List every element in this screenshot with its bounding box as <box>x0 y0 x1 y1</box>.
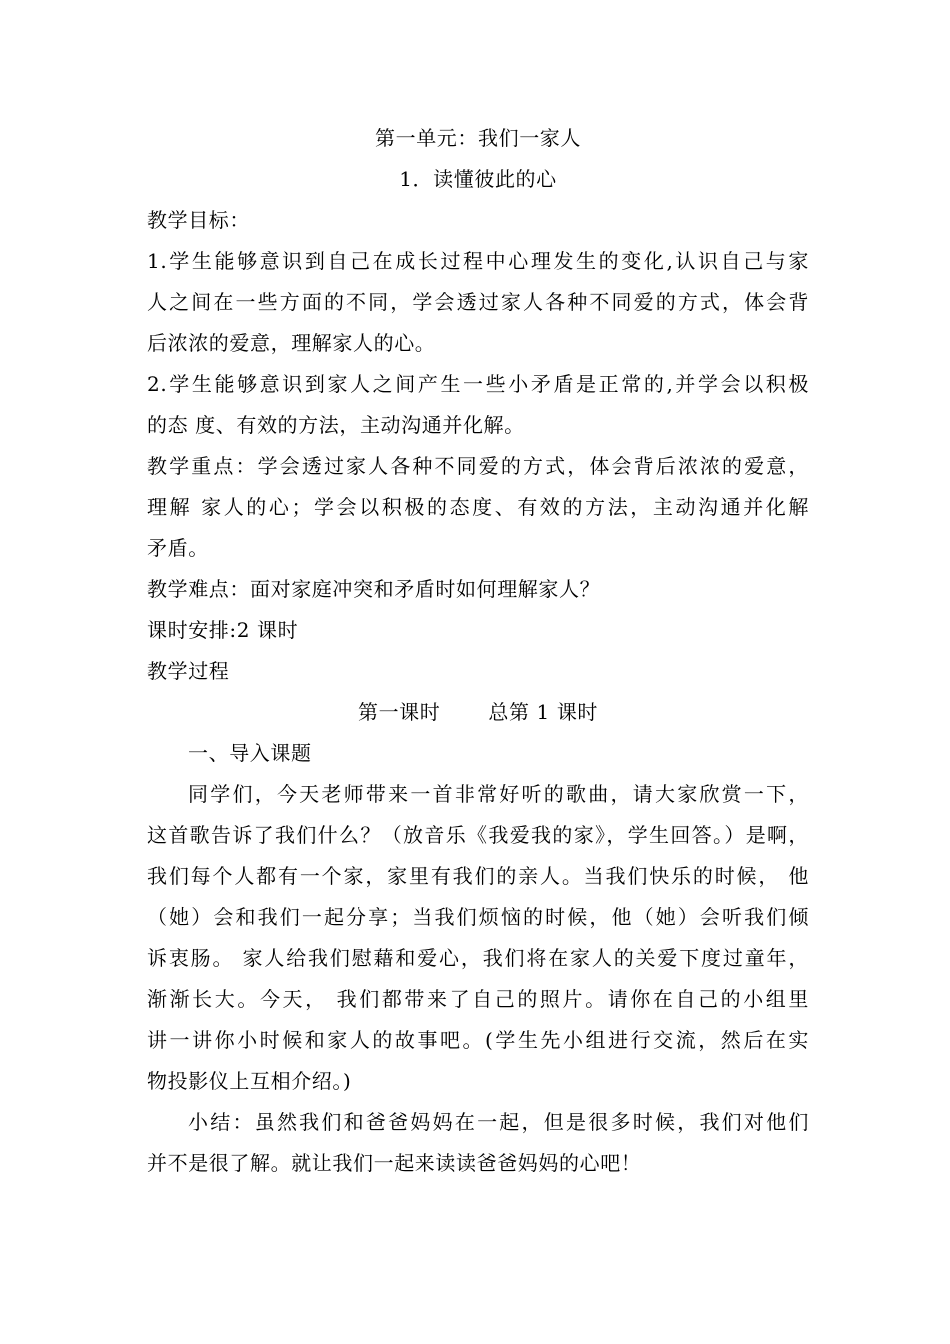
session-total: 总第 1 课时 <box>488 700 599 724</box>
objective-1-line: 人之间在一些方面的不同，学会透过家人各种不同爱的方式，体会背 <box>147 290 809 314</box>
difficulty: 教学难点：面对家庭冲突和矛盾时如何理解家人？ <box>147 577 601 601</box>
schedule: 课时安排:2 课时 <box>147 618 299 642</box>
intro-paragraph <box>147 774 809 1102</box>
key-points-line: 理解 家人的心；学会以积极的态度、有效的方法，主动沟通并化解 <box>147 495 809 519</box>
objectives-heading: 教学目标： <box>147 208 250 232</box>
intro-line: 讲一讲你小时候和家人的故事吧。(学生先小组进行交流，然后在实 <box>147 1028 809 1052</box>
objective-2-line: 2.学生能够意识到家人之间产生一些小矛盾是正常的,并学会以积极 <box>147 372 809 396</box>
intro-line: 这首歌告诉了我们什么？（放音乐《我爱我的家》，学生回答。）是啊， <box>147 823 809 847</box>
intro-line: 诉衷肠。 家人给我们慰藉和爱心，我们将在家人的关爱下度过童年， <box>147 946 809 970</box>
objective-1 <box>147 241 809 364</box>
intro-line: 物投影仪上互相介绍。) <box>147 1069 352 1093</box>
document-body <box>147 118 809 1184</box>
intro-line: （她）会和我们一起分享；当我们烦恼的时候，他（她）会听我们倾 <box>147 905 809 929</box>
process-heading: 教学过程 <box>147 659 230 683</box>
objective-2-line: 的态 度、有效的方法，主动沟通并化解。 <box>147 413 525 437</box>
session-label: 第一课时 <box>357 700 441 724</box>
key-points <box>147 446 809 569</box>
summary-line: 并不是很了解。就让我们一起来读读爸爸妈妈的心吧！ <box>147 1151 642 1175</box>
intro-line: 渐渐长大。今天， 我们都带来了自己的照片。请你在自己的小组里 <box>147 987 809 1011</box>
objective-1-line: 后浓浓的爱意，理解家人的心。 <box>147 331 436 355</box>
unit-title: 第一单元：我们一家人 <box>375 126 581 150</box>
objective-1-line: 1.学生能够意识到自己在成长过程中心理发生的变化,认识自己与家 <box>147 249 809 273</box>
summary-paragraph <box>147 1102 809 1184</box>
key-points-line: 教学重点：学会透过家人各种不同爱的方式，体会背后浓浓的爱意， <box>147 454 809 478</box>
intro-line: 我们每个人都有一个家，家里有我们的亲人。当我们快乐的时候， 他 <box>147 864 809 888</box>
intro-line: 同学们，今天老师带来一首非常好听的歌曲，请大家欣赏一下， <box>188 782 809 806</box>
lesson-title: 1．读懂彼此的心 <box>399 167 557 191</box>
section-1-heading: 一、导入课题 <box>188 741 312 765</box>
session-heading <box>147 692 809 733</box>
objective-2 <box>147 364 809 446</box>
summary-line: 小结：虽然我们和爸爸妈妈在一起，但是很多时候，我们对他们 <box>188 1110 809 1134</box>
key-points-line: 矛盾。 <box>147 536 209 560</box>
